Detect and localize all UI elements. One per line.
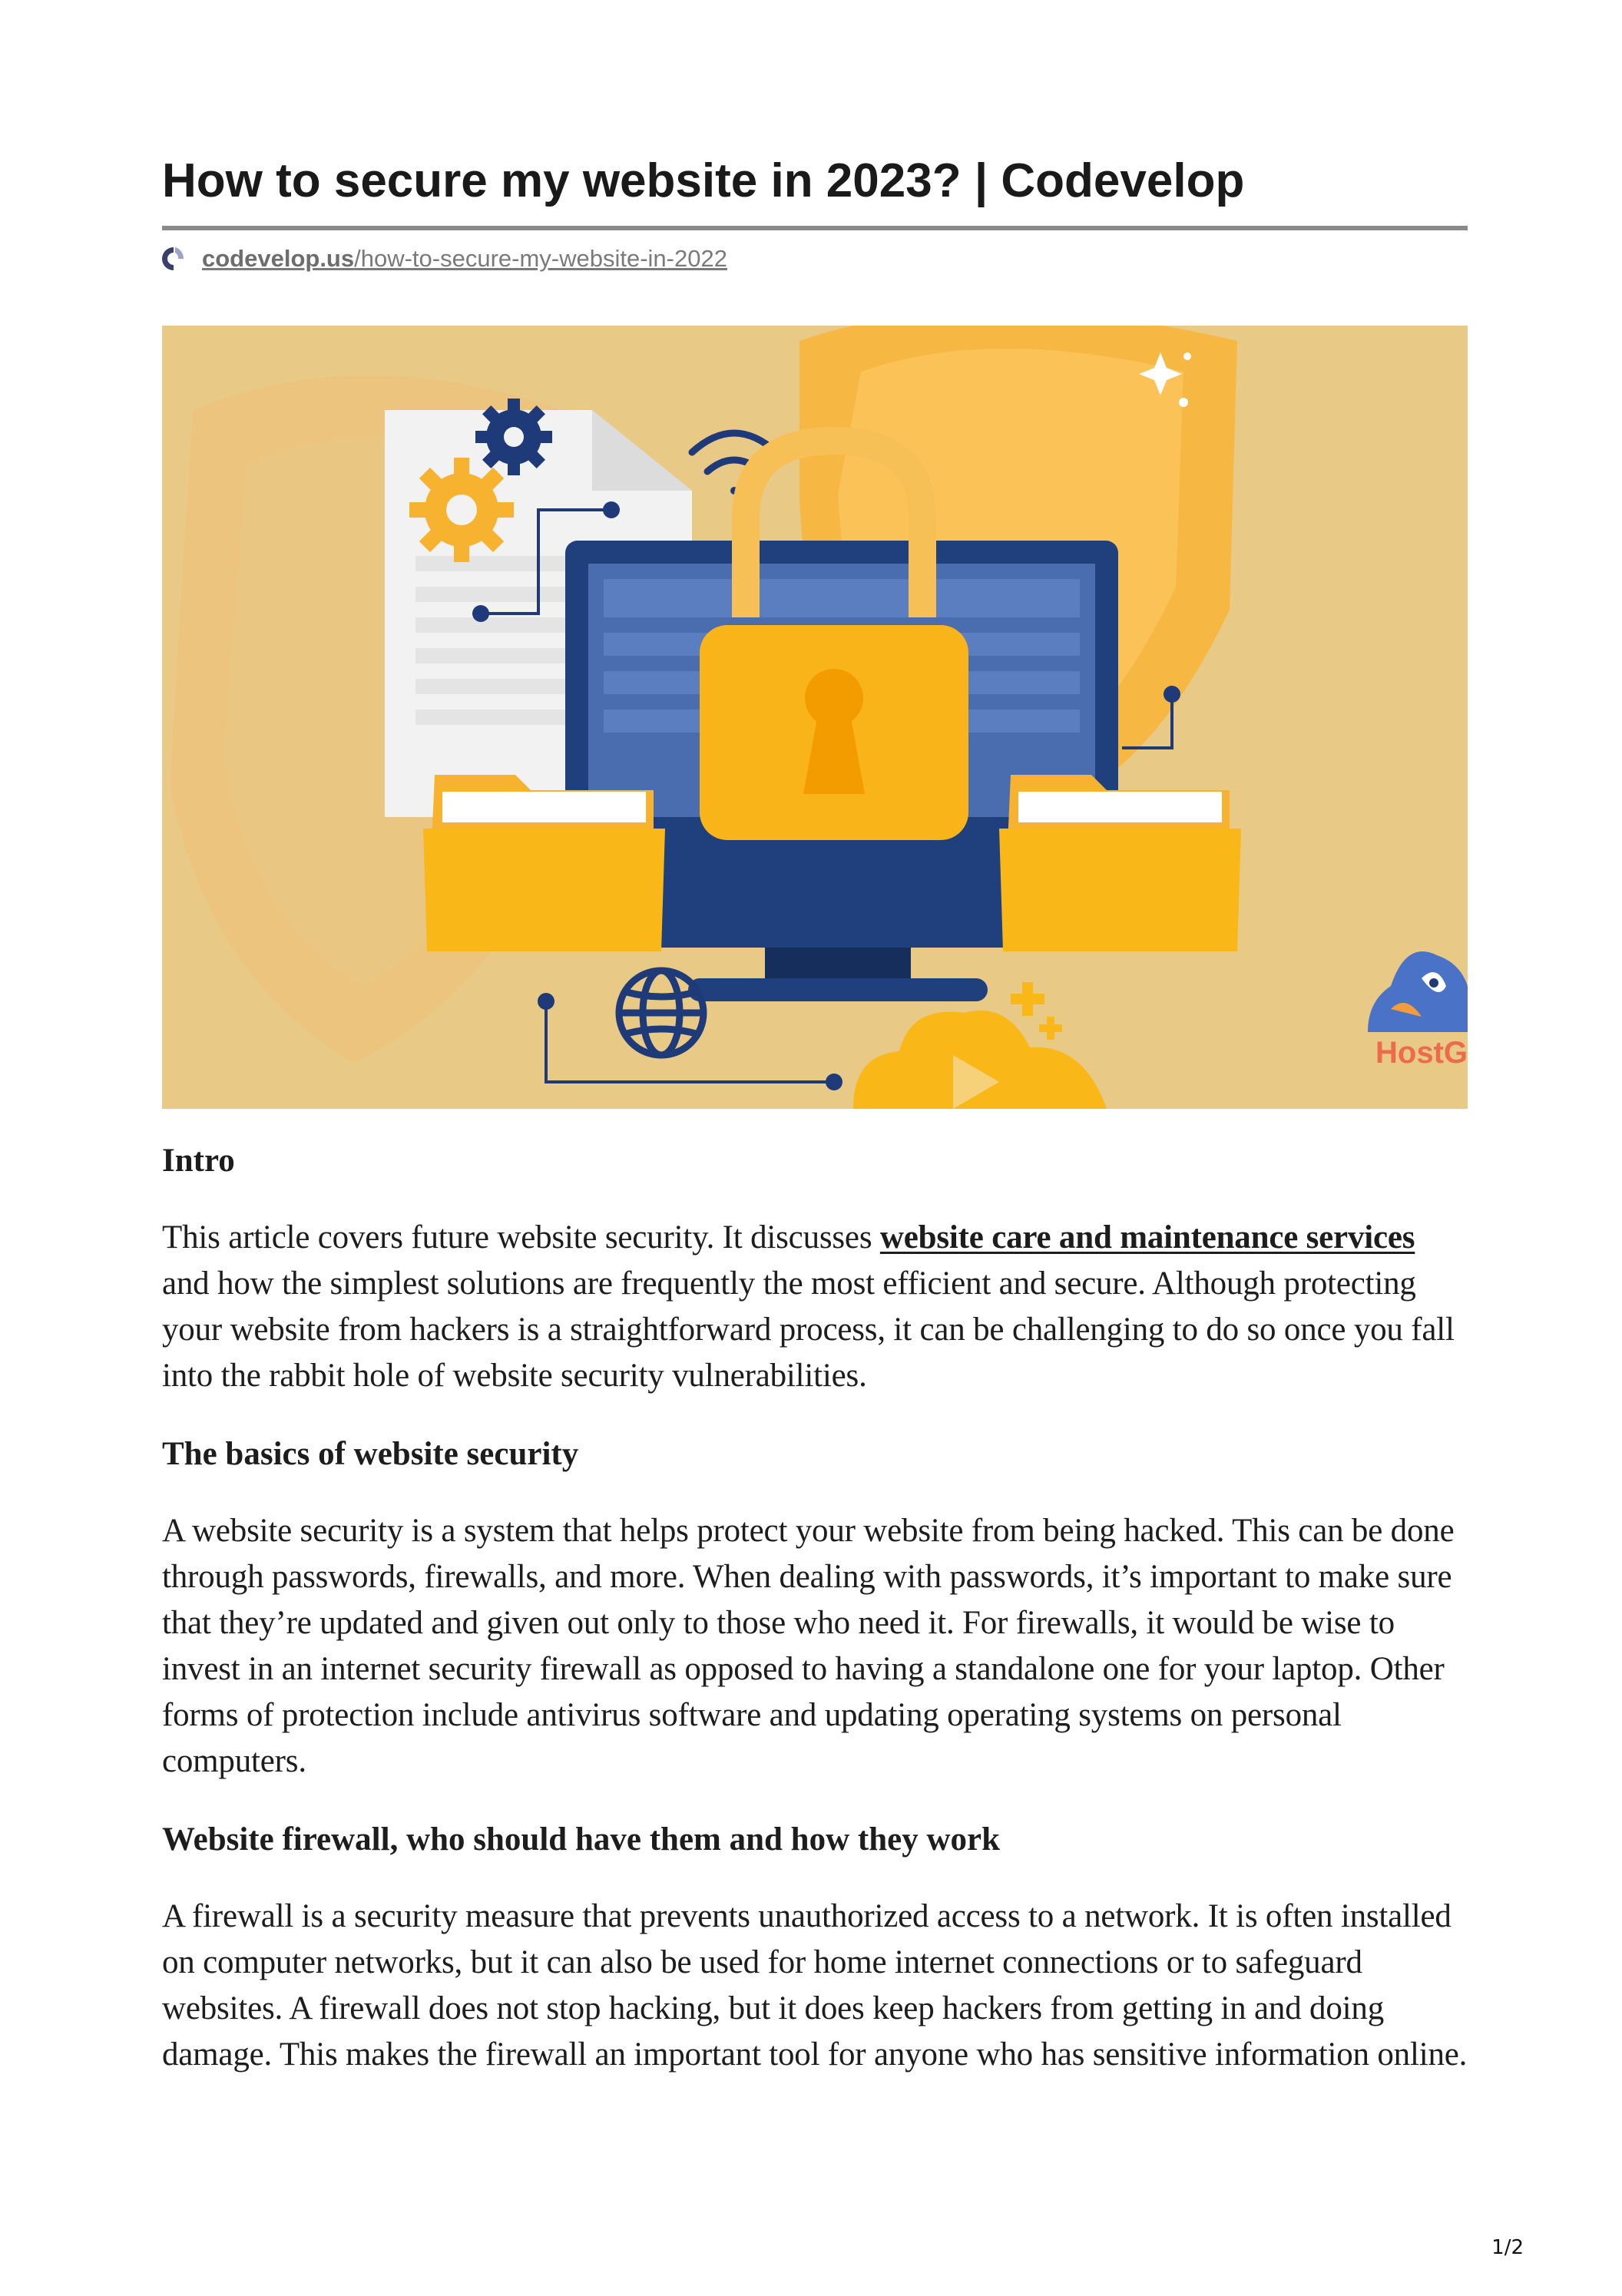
page-number: 1/2 (1491, 2236, 1524, 2259)
hostg-watermark-text: HostG (1375, 1036, 1468, 1070)
title-divider (162, 226, 1468, 230)
source-url-link[interactable] (202, 245, 727, 273)
folder-icon-right (999, 775, 1241, 951)
section-paragraph-basics: A website security is a system that helps protect your website from being hacked. This can be done through passwords, firewalls, and more. When dealing with passwords, it’s important to make sure that they’re updated and given out only to those who need it. For firewalls, it would be wise to invest in an internet security firewall as opposed to having a standalone one for your laptop. Other forms of protection include antivirus software and updating operating systems on personal computers. (162, 1513, 1455, 1779)
section-heading-intro: Intro (162, 1143, 235, 1179)
website-security-illustration (162, 326, 1468, 1109)
source-line (162, 243, 727, 275)
folder-icon-left (423, 775, 665, 951)
codevelop-logo-icon (162, 246, 185, 272)
source-path: /how-to-secure-my-website-in-2022 (354, 245, 727, 272)
section-heading-basics: The basics of website security (162, 1436, 579, 1472)
intro-text-end: and how the simplest solutions are frequently the most efficient and secure. Although protecting your website from hackers is a straightforward process, it can be challenging to do so once you fall into the rabbit hole of website security vulnerabilities. (162, 1265, 1455, 1394)
gear-icon (475, 399, 552, 475)
hero-image (162, 326, 1468, 1109)
section-paragraph-firewall: A firewall is a security measure that prevents unauthorized access to a network. It is often installed on computer networks, but it can also be used for home internet connections or to safeguard websites. A firewall does not stop hacking, but it does keep hackers from getting in and doing damage. This makes the firewall an important tool for anyone who has sensitive information online. (162, 1898, 1468, 2073)
source-domain: codevelop.us (202, 245, 355, 272)
intro-text-start: This article covers future website security. It discusses (162, 1219, 880, 1256)
article-body (162, 1138, 1468, 2078)
section-paragraph-intro (162, 1215, 1468, 1399)
section-heading-firewall: Website firewall, who should have them and how they work (162, 1821, 1001, 1858)
website-care-services-link[interactable]: website care and maintenance services (879, 1219, 1415, 1256)
page-title: How to secure my website in 2023? | Codevelop (162, 154, 1245, 207)
gear-icon (409, 458, 514, 562)
